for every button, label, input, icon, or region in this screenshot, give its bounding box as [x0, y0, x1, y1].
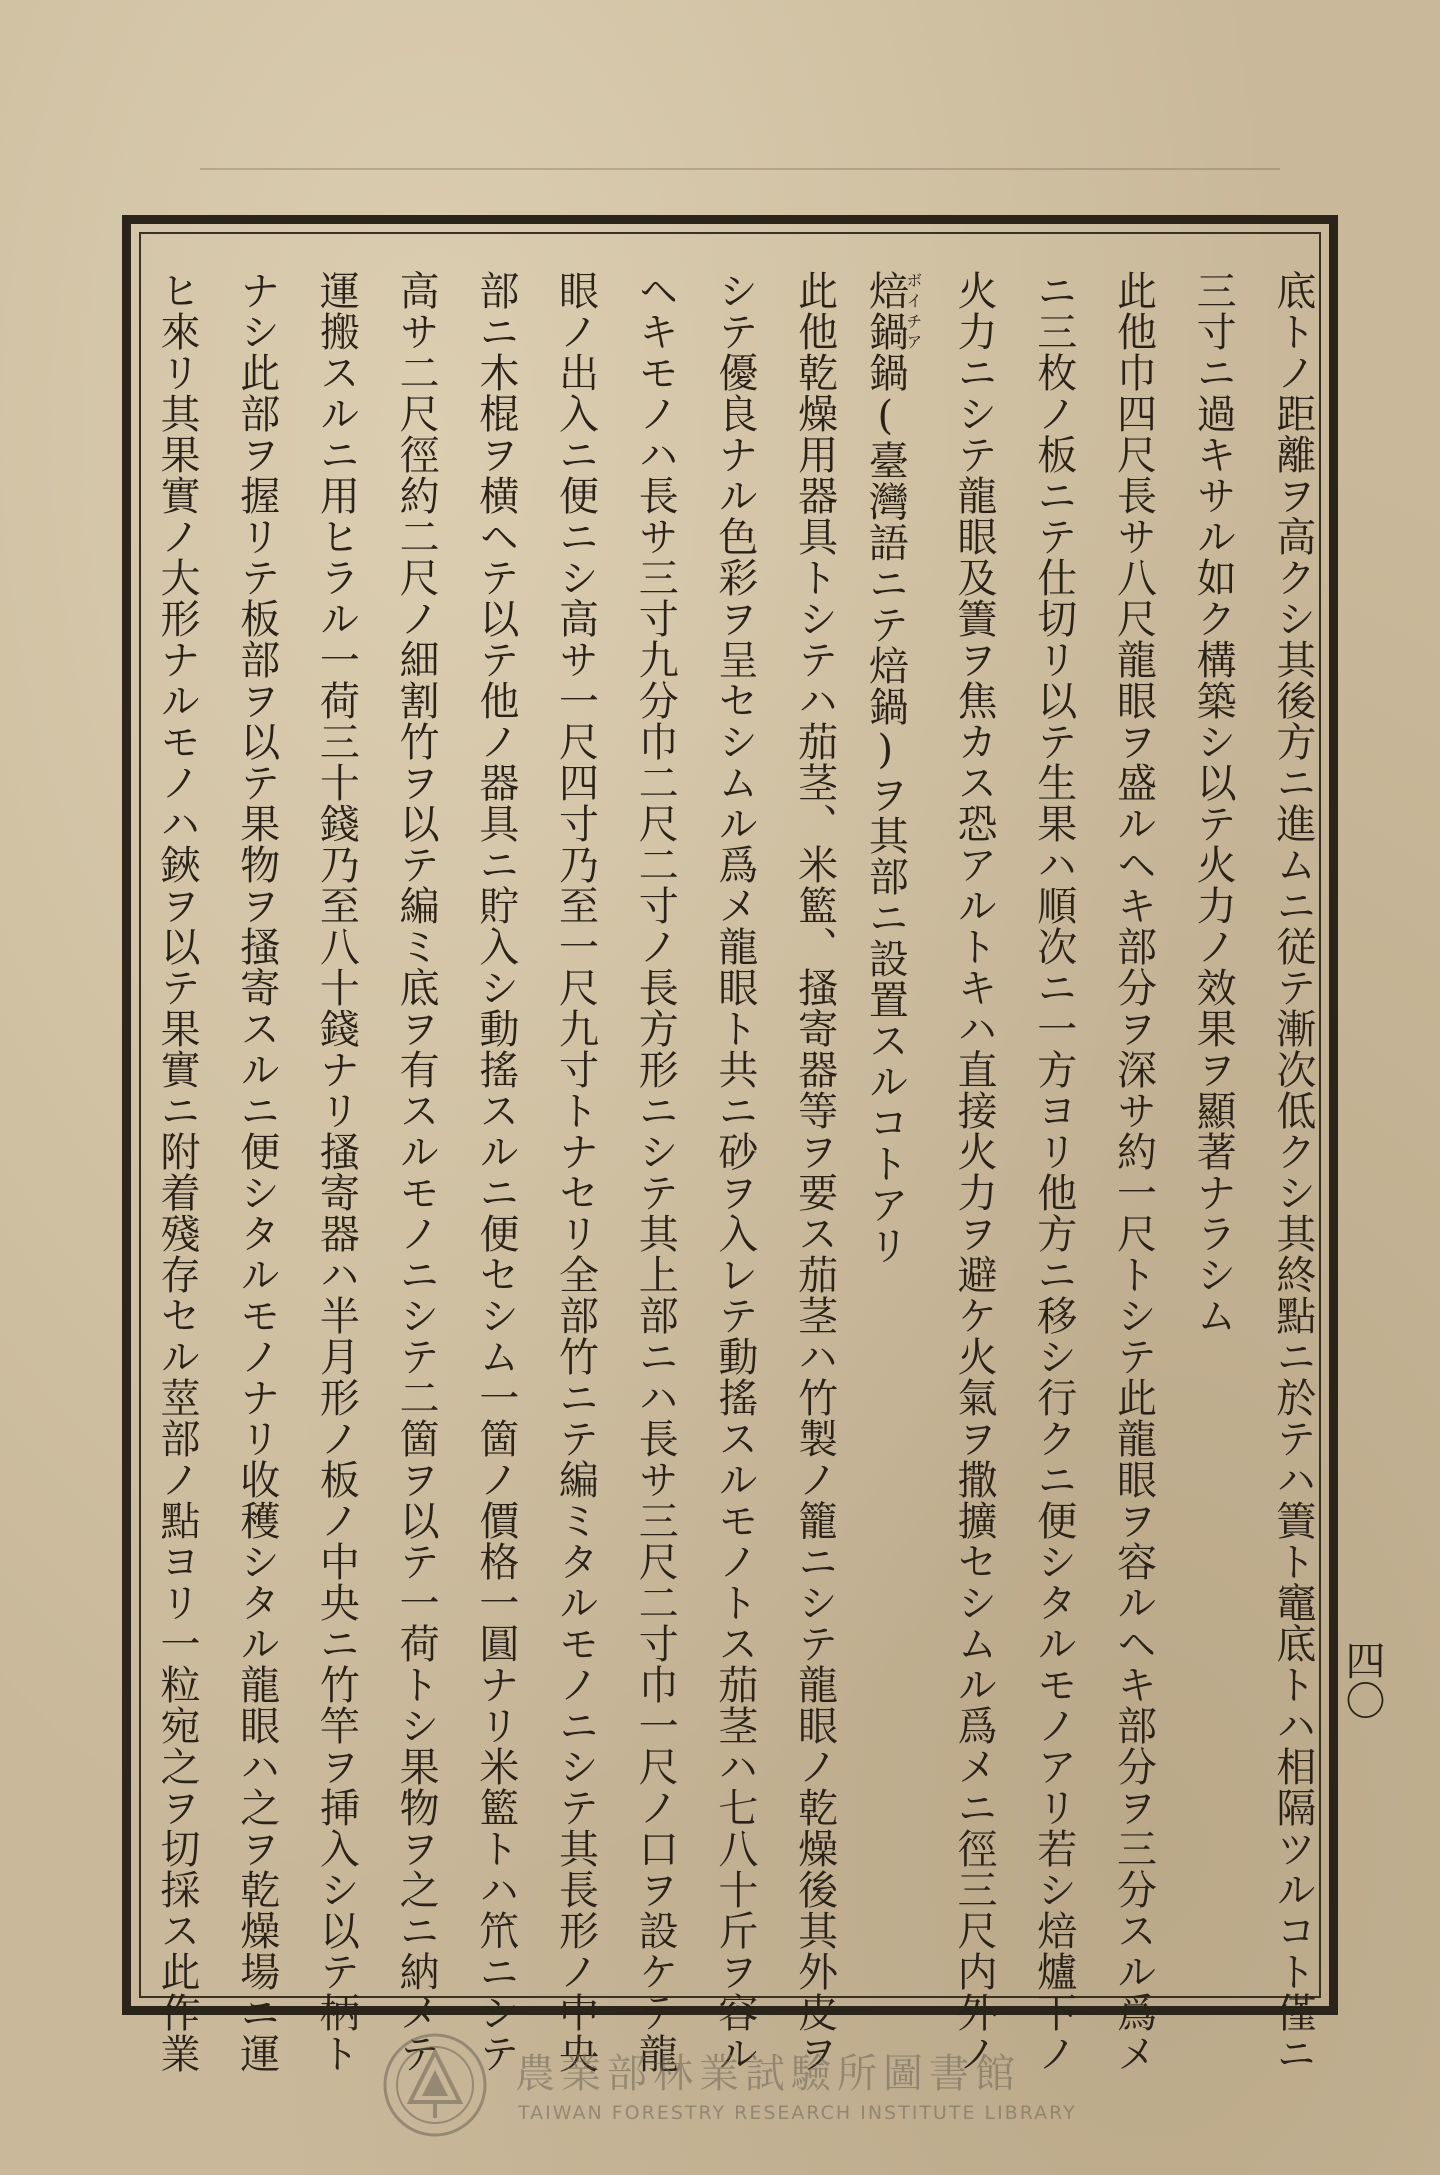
text-column-13: 運搬スルニ用ヒラル一荷三十錢乃至八十錢ナリ搔寄器ハ半月形ノ板ノ中央ニ竹竿ヲ挿入シ以テ柄ト	[313, 270, 360, 2074]
text-column-11: 部ニ木棍ヲ横ヘテ以テ他ノ器具ニ貯入シ動搖スルニ便セシム一箇ノ價格一圓ナリ米籃トハ笊ニシテ	[472, 270, 519, 2074]
text-column-6	[862, 270, 923, 1970]
text-column-15: ヒ來リ其果實ノ大形ナルモノハ鋏ヲ以テ果實ニ附着殘存セル莖部ノ點ヨリ一粒宛之ヲ切採ス此作業	[154, 270, 200, 2074]
top-margin-rule	[200, 168, 1280, 170]
text-column-7: 此他乾燥用器具トシテハ茄茎、米籃、搔寄器等ヲ要ス茄茎ハ竹製ノ籠ニシテ龍眼ノ乾燥後其外皮ヲ	[791, 270, 838, 2074]
text-column-9: ヘキモノハ長サ三寸九分巾二尺二寸ノ長方形ニシテ其上部ニハ長サ三尺二寸巾一尺ノ口ヲ設ケテ龍	[632, 270, 679, 2074]
library-watermark	[380, 2030, 1080, 2140]
library-name-english: TAIWAN FORESTRY RESEARCH INSTITUTE LIBRARY	[518, 2102, 1077, 2124]
text-column-14: ナシ此部ヲ握リテ板部ヲ以テ果物ヲ搔寄スルニ便シタルモノナリ收穫シタル龍眼ハ之ヲ乾燥場ニ運	[233, 270, 280, 2074]
library-name-chinese: 農業部林業試驗所圖書館	[515, 2051, 1021, 2097]
page-number: 四〇	[1339, 1640, 1385, 1720]
text-column-4: ニ三枚ノ板ニテ仕切リ以テ生果ハ順次ニ一方ヨリ他方ニ移シ行クニ便シタルモノアリ若シ焙爐下ノ	[1030, 270, 1077, 2074]
text-column-2: 三寸ニ過キサル如ク構築シ以テ火力ノ效果ヲ顯著ナラシム	[1190, 270, 1237, 1336]
text-column-6-body: 鍋(臺灣語ニテ焙鍋)ヲ其部ニ設置スルコトアリ	[862, 352, 909, 1266]
ruby-annotation	[862, 270, 923, 352]
library-seal-icon	[380, 2030, 490, 2140]
ruby-reading: ボイチア	[903, 270, 923, 352]
text-column-1: 底トノ距離ヲ高クシ其後方ニ進ムニ従テ漸次低クシ其終點ニ於テハ簀ト竈底トハ相隔ツルコト僅ニ	[1269, 270, 1316, 2074]
text-column-10: 眼ノ出入ニ便ニシ高サ一尺四寸乃至一尺九寸トナセリ全部竹ニテ編ミタルモノニシテ其長形ノ中央	[552, 270, 599, 2074]
text-column-5: 火力ニシテ龍眼及簀ヲ焦カス恐アルトキハ直接火力ヲ避ケ火氣ヲ撒擴セシムル爲メニ徑三尺内外ノ	[951, 270, 998, 2074]
text-column-8: シテ優良ナル色彩ヲ呈セシムル爲メ龍眼ト共ニ砂ヲ入レテ動搖スルモノトス茄茎ハ七八十斤ヲ容ル	[711, 270, 758, 2074]
text-column-12: 高サ二尺徑約二尺ノ細割竹ヲ以テ編ミ底ヲ有スルモノニシテ二箇ヲ以テ一荷トシ果物ヲ之ニ納メテ	[393, 270, 440, 2074]
text-column-3: 此他巾四尺長サ八尺龍眼ヲ盛ルヘキ部分ヲ深サ約一尺トシテ此龍眼ヲ容ルヘキ部分ヲ三分スル爲メ	[1110, 270, 1157, 2074]
ruby-base: 焙鍋	[862, 270, 909, 352]
